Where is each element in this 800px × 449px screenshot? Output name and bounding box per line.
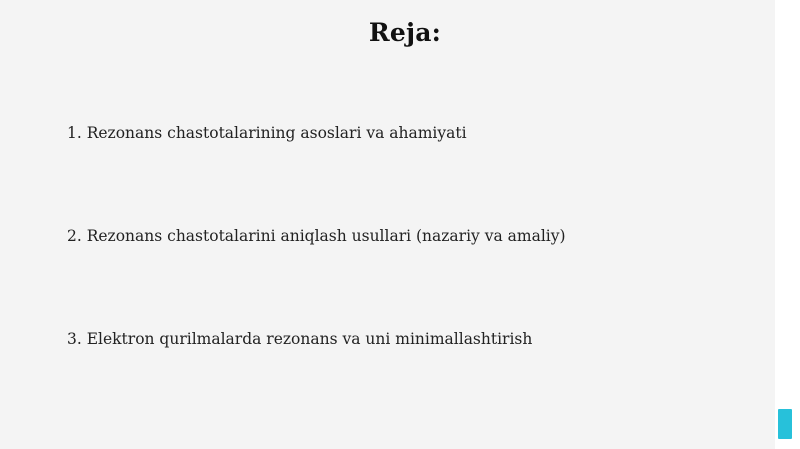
- plan-item-3: 3. Elektron qurilmalarda rezonans va uni minimallashtirish: [67, 330, 533, 348]
- slide-title: Reja:: [368, 18, 442, 47]
- plan-item-2: 2. Rezonans chastotalarini aniqlash usullari (nazariy va amaliy): [67, 227, 566, 245]
- scrollbar-thumb[interactable]: [778, 409, 792, 439]
- plan-item-1: 1. Rezonans chastotalarining asoslari va ahamiyati: [67, 124, 467, 142]
- scrollbar-track[interactable]: [775, 0, 800, 449]
